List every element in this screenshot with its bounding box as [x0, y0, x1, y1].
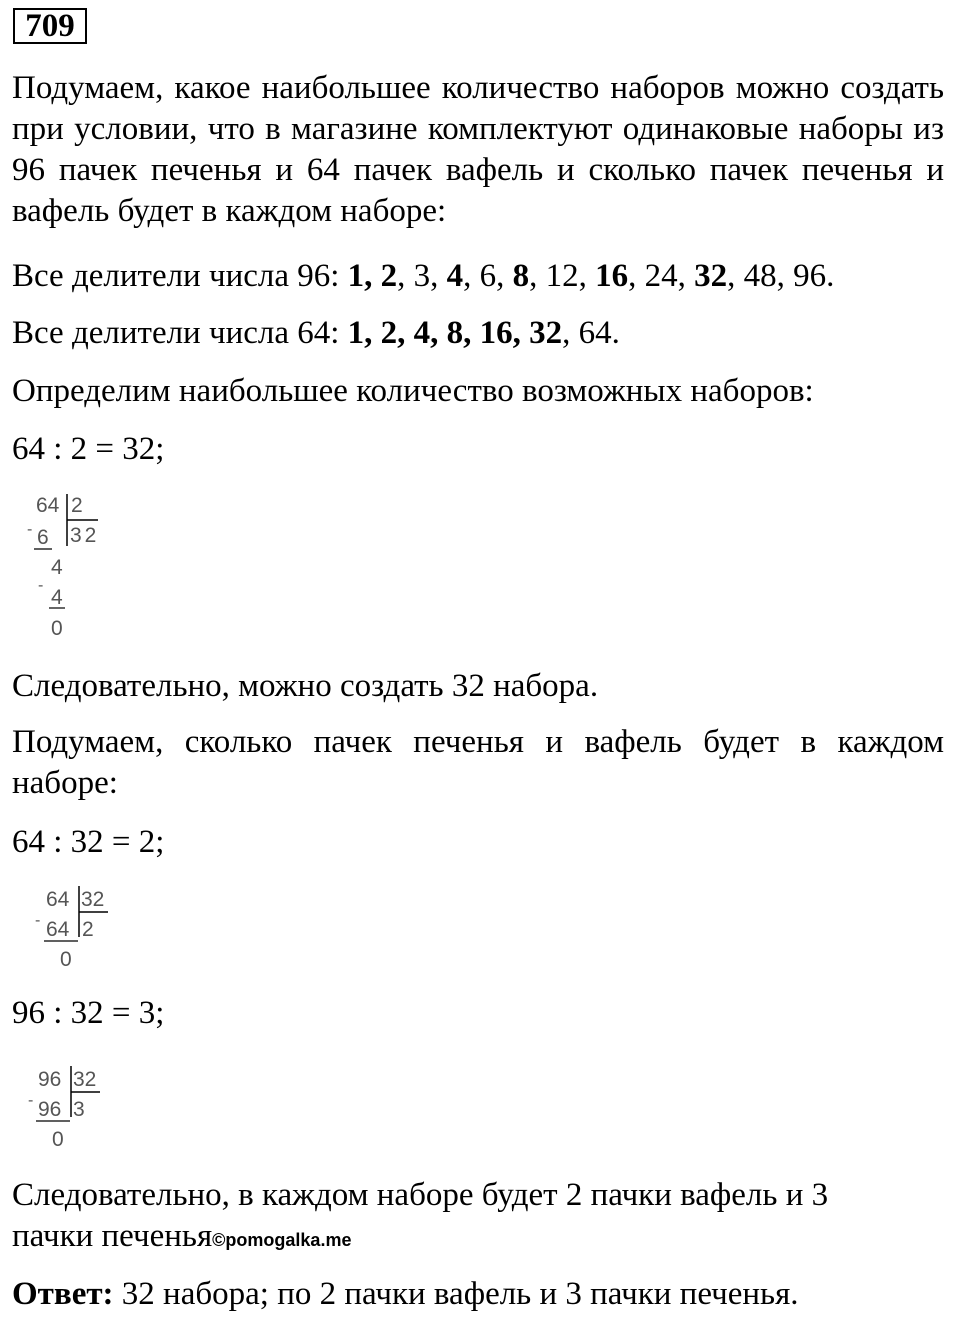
equation-1: 64 : 2 = 32; [12, 431, 165, 467]
equation-2: 64 : 32 = 2; [12, 824, 165, 860]
divisor-part: 8 [512, 258, 530, 294]
ld3-sub: 96 [38, 1098, 62, 1121]
ld2-quotient: 2 [82, 918, 94, 941]
answer-label: Ответ: [12, 1276, 114, 1312]
divisor-part: , 64. [562, 315, 620, 351]
ld2-sub: 64 [46, 918, 70, 941]
divisors-64-list [348, 315, 620, 351]
ld3-minus: - [28, 1092, 34, 1109]
ld1-divisor: 2 [71, 494, 83, 517]
conclusion-1: Следовательно, можно создать 32 набора. [12, 668, 599, 704]
divisor-part: , 24, [628, 258, 695, 294]
ld1-sub-2: 4 [51, 586, 63, 609]
ld1-minus-1: - [27, 521, 33, 538]
ld1-minus-2: - [38, 577, 44, 594]
divisor-part: , 3, [397, 258, 447, 294]
ld1-rem-1: 4 [51, 556, 63, 579]
divisor-part: 4 [446, 258, 464, 294]
ld2-dividend: 64 [46, 888, 70, 911]
watermark: ©pomogalka.me [212, 1230, 352, 1250]
divisor-part: , 48, 96. [727, 258, 835, 294]
ld2-minus: - [35, 912, 41, 929]
divisor-part: 1, 2, 4, 8, 16, 32 [347, 315, 563, 351]
conclusion-2-text: пачки печенья [12, 1218, 213, 1254]
ld1-dividend: 64 [36, 494, 60, 517]
divisors-96-line [12, 256, 944, 297]
ld1-sub-1: 6 [37, 526, 49, 549]
conclusion-2-line-1: Следовательно, в каждом наборе будет 2 пачки вафель и 3 [12, 1177, 829, 1213]
long-division-2 [28, 882, 118, 972]
divisor-part: 1, 2 [347, 258, 398, 294]
step-text-2: Подумаем, сколько пачек печенья и вафель будет в каждом наборе: [12, 724, 944, 801]
divisors-96-label: Все делители числа 96: [12, 258, 348, 294]
step-text-1: Определим наибольшее количество возможных наборов: [12, 373, 814, 409]
equation-3: 96 : 32 = 3; [12, 995, 165, 1031]
ld2-rem: 0 [60, 948, 72, 971]
divisors-96-list [348, 258, 835, 294]
divisor-part: , 6, [463, 258, 513, 294]
ld1-quotient: 32 [70, 524, 100, 547]
ld1-rem-2: 0 [51, 617, 63, 640]
ld3-rem: 0 [52, 1128, 64, 1151]
problem-text: Подумаем, какое наибольшее количество наборов можно создать при условии, что в магазине комплектуют одинаковые наборы из 96 пачек печенья и 64 пачек вафель и сколько пачек печенья и вафель будет в каждом наборе: [12, 70, 944, 229]
answer-text: 32 набора; по 2 пачки вафель и 3 пачки печенья. [113, 1276, 799, 1312]
task-number: 709 [13, 8, 87, 44]
ld3-dividend: 96 [38, 1068, 62, 1091]
ld2-divisor: 32 [81, 888, 105, 911]
ld3-divisor: 32 [73, 1068, 97, 1091]
divisor-part: 32 [694, 258, 728, 294]
conclusion-2-line-2 [12, 1216, 944, 1261]
ld3-quotient: 3 [73, 1098, 85, 1121]
divisors-64-line [12, 313, 944, 354]
divisors-64-label: Все делители числа 64: [12, 315, 348, 351]
divisor-part: 16 [595, 258, 629, 294]
long-division-3 [28, 1062, 118, 1152]
divisor-part: , 12, [529, 258, 596, 294]
answer-line [12, 1274, 944, 1315]
long-division-1 [20, 490, 110, 645]
